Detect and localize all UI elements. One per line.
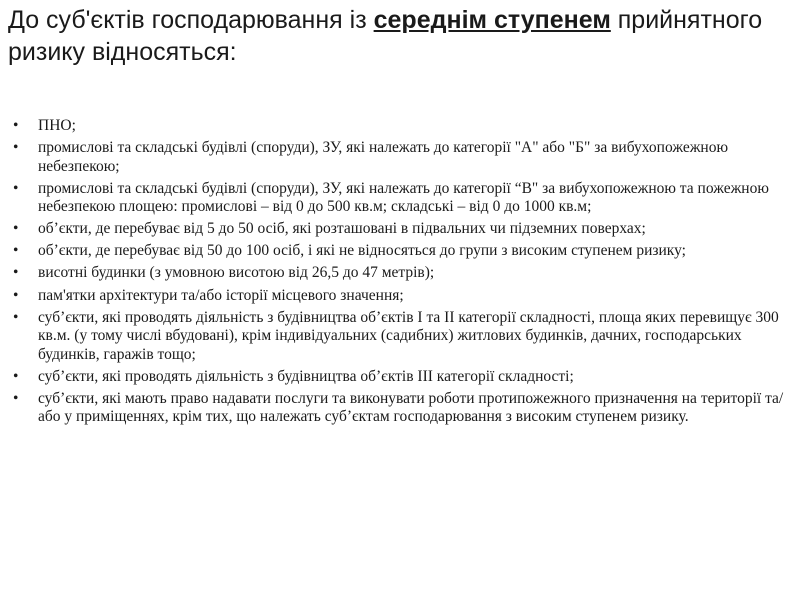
list-item-text: суб’єкти, які мають право надавати послуги та виконувати роботи протипожежного призначення на території та/або у приміщеннях, крім тих, що належать суб’єктам господарювання з високим ступенем ризику. [38, 389, 784, 426]
list-item-text: суб’єкти, які проводять діяльність з будівництва об’єктів ІІІ категорії складності; [38, 367, 574, 385]
slide-title [8, 4, 788, 68]
list-item [10, 264, 790, 283]
title-text-start: До суб'єктів господарювання із [8, 6, 374, 34]
bullet-icon: • [13, 117, 19, 134]
list-item [10, 309, 790, 365]
list-item [10, 180, 790, 217]
list-item [10, 242, 790, 261]
list-item-text: промислові та складські будівлі (споруди), ЗУ, які належать до категорії "А" або "Б" за вибухопожежною небезпекою; [38, 139, 729, 175]
bullet-icon: • [13, 242, 19, 260]
list-item-text: промислові та складські будівлі (споруди), ЗУ, які належать до категорії “В" за вибухопожежною та пожежною небезпекою площею: промислові – від 0 до 500 кв.м; складські – від 0 до 1000 кв.м; [38, 179, 769, 216]
list-item-text: суб’єкти, які проводять діяльність з будівництва об’єктів І та ІІ категорії складності, площа яких перевищує 300 кв.м. (у тому числі вбудовані), крім індивідуальних (садибних) житлових будинків, дачних, господарських будинків, гаражів тощо; [38, 308, 779, 363]
list-item-text: об’єкти, де перебуває від 50 до 100 осіб, і які не відносяться до групи з високим ступенем ризику; [38, 242, 686, 260]
bullet-icon: • [13, 389, 19, 407]
bullet-icon: • [13, 308, 19, 326]
list-item [10, 220, 790, 239]
list-item-text: пам'ятки архітектури та/або історії місцевого значення; [38, 286, 404, 304]
bullet-icon: • [13, 139, 19, 157]
title-emphasis: середнім ступенем [373, 6, 611, 34]
bullet-icon: • [13, 264, 19, 282]
bullet-icon: • [13, 367, 19, 385]
bullet-icon: • [13, 286, 19, 304]
list-item [10, 390, 790, 427]
list-item [10, 287, 790, 306]
bullet-icon: • [13, 179, 19, 197]
bullet-icon: • [13, 220, 19, 238]
list-item [10, 368, 790, 387]
list-item-text: ПНО; [38, 117, 76, 134]
list-item-text: об’єкти, де перебуває від 5 до 50 осіб, які розташовані в підвальних чи підземних поверхах; [38, 220, 646, 238]
title-text-end: прийнятного ризику відносяться: [8, 6, 783, 66]
list-item-text: висотні будинки (з умовною висотою від 26,5 до 47 метрів); [38, 264, 435, 282]
list-item [10, 117, 790, 136]
list-item [10, 139, 790, 176]
bullet-list [10, 117, 790, 430]
